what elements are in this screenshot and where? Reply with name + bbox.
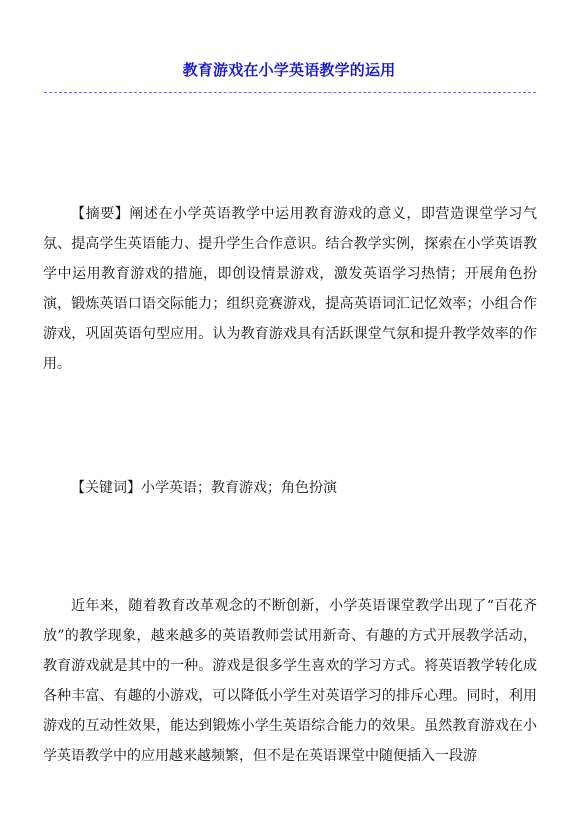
document-title: 教育游戏在小学英语教学的运用 — [182, 61, 396, 79]
body-paragraph: 近年来，随着教育改革观念的不断创新，小学英语课堂教学出现了“百花齐放”的教学现象，越来越多的英语教师尝试用新奇、有趣的方式开展教学活动，教育游戏就是其中的一种。游戏是很多学生喜欢的学习方式。将英语教学转化成各种丰富、有趣的小游戏，可以降低小学生对英语学习的排斥心理。同时，利用游戏的互动性效果，能达到锻炼小学生英语综合能力的效果。虽然教育游戏在小学英语教学中的应用越来越频繁，但不是在英语课堂中随便插入一段游 — [43, 598, 537, 764]
abstract-paragraph: 【摘要】阐述在小学英语教学中运用教育游戏的意义，即营造课堂学习气氛、提高学生英语能力、提升学生合作意识。结合教学实例，探索在小学英语教学中运用教育游戏的措施，即创设情景游戏，激发英语学习热情；开展角色扮演，锻炼英语口语交际能力；组织竞赛游戏，提高英语词汇记忆效率；小组合作游戏，巩固英语句型应用。认为教育游戏具有活跃课堂气氛和提升教学效率的作用。 — [43, 206, 537, 372]
keywords-paragraph: 【关键词】小学英语；教育游戏；角色扮演 — [71, 480, 337, 496]
title-divider — [44, 92, 536, 93]
